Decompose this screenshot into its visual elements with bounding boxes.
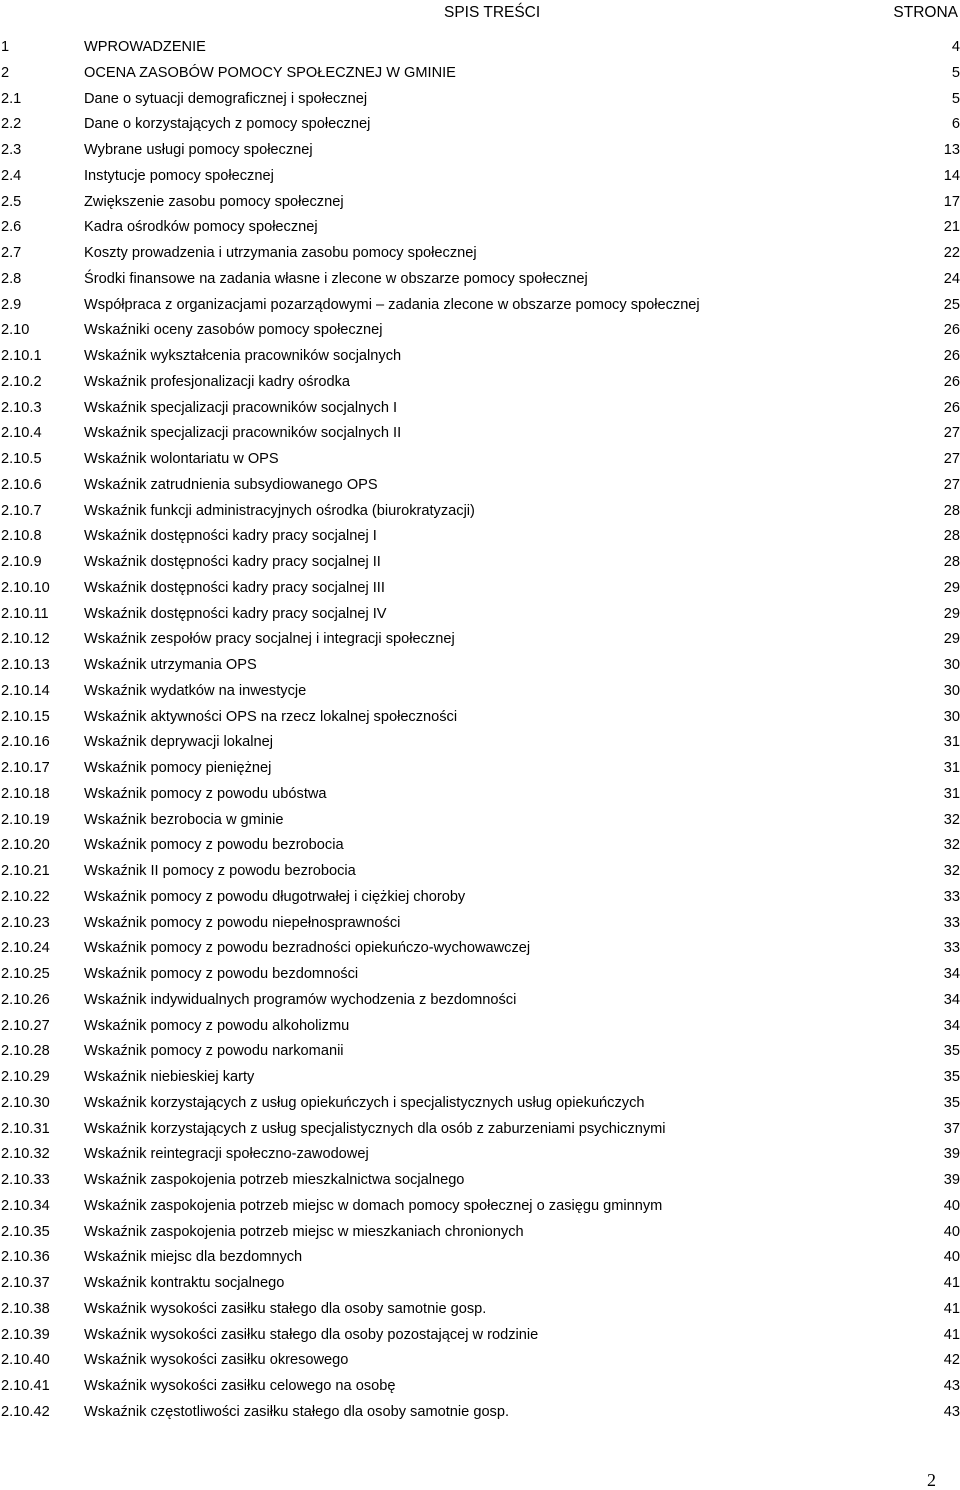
toc-entry-page: 29 xyxy=(943,579,960,596)
toc-entry-number: 2.10.1 xyxy=(1,348,42,364)
toc-entry-number: 2.10.6 xyxy=(1,476,42,493)
toc-entry-page: 25 xyxy=(943,296,960,313)
toc-entry-page: 29 xyxy=(943,631,960,648)
toc-entry-number: 2.10.23 xyxy=(1,914,50,931)
toc-entry-page: 24 xyxy=(943,270,960,287)
toc-entry[interactable] xyxy=(0,87,960,113)
toc-entry-title: Wskaźnik zaspokojenia potrzeb mieszkalnictwa socjalnego xyxy=(84,1172,465,1188)
toc-entry-page: 39 xyxy=(943,1172,960,1188)
toc-entry-page: 6 xyxy=(951,116,960,133)
toc-entry-title: Wskaźnik kontraktu socjalnego xyxy=(84,1275,285,1291)
toc-entry-title: Wskaźnik pomocy z powodu niepełnosprawności xyxy=(84,914,401,931)
toc-entry-page: 43 xyxy=(943,1403,960,1420)
toc-entry[interactable] xyxy=(0,1348,960,1374)
toc-entry[interactable] xyxy=(0,782,960,808)
toc-entry-page: 27 xyxy=(943,451,960,467)
toc-entry-number: 2.10.39 xyxy=(1,1326,50,1343)
toc-entry[interactable] xyxy=(0,112,960,138)
toc-entry-page: 43 xyxy=(943,1378,960,1394)
toc-entry[interactable] xyxy=(0,524,960,550)
toc-entry[interactable] xyxy=(0,241,960,267)
toc-entry-page: 40 xyxy=(943,1197,960,1214)
toc-entry-page: 30 xyxy=(943,682,960,699)
toc-entry-title: Wskaźnik dostępności kadry pracy socjalnej I xyxy=(84,528,377,545)
toc-entry-number: 2.10.42 xyxy=(1,1403,50,1420)
toc-entry-number: 2.4 xyxy=(1,167,22,184)
toc-entry-title: Współpraca z organizacjami pozarządowymi – zadania zlecone w obszarze pomocy społecznej xyxy=(84,296,700,313)
toc-entry[interactable] xyxy=(0,1297,960,1323)
toc-entry-number: 2.10.29 xyxy=(1,1069,50,1085)
toc-entry[interactable] xyxy=(0,344,960,370)
toc-entry-title: Wskaźnik pomocy z powodu alkoholizmu xyxy=(84,1017,350,1034)
toc-entry[interactable] xyxy=(0,1323,960,1349)
toc-entry[interactable] xyxy=(0,833,960,859)
toc-entry-title: Wskaźnik częstotliwości zasiłku stałego dla osoby samotnie gosp. xyxy=(84,1403,510,1420)
toc-entry-title: Instytucje pomocy społecznej xyxy=(84,167,274,184)
toc-entry[interactable] xyxy=(0,164,960,190)
toc-entry-title: Wskaźnik utrzymania OPS xyxy=(84,657,257,673)
toc-entry-title: OCENA ZASOBÓW POMOCY SPOŁECZNEJ W GMINIE xyxy=(84,64,456,81)
toc-entry-page: 27 xyxy=(943,476,960,493)
toc-entry-title: Wskaźnik pomocy pieniężnej xyxy=(84,760,272,776)
toc-entry-title: Wskaźnik deprywacji lokalnej xyxy=(84,734,273,751)
toc-entry-number: 2.10.15 xyxy=(1,708,50,725)
toc-entry[interactable] xyxy=(0,1117,960,1143)
toc-entry-title: Wskaźnik wysokości zasiłku stałego dla osoby pozostającej w rodzinie xyxy=(84,1326,539,1343)
toc-entry-title: Wskaźnik zaspokojenia potrzeb miejsc w mieszkaniach chronionych xyxy=(84,1223,524,1240)
toc-entry-number: 2.10.41 xyxy=(1,1378,50,1394)
toc-entry-title: Wskaźniki oceny zasobów pomocy społecznej xyxy=(84,322,383,339)
toc-entry-page: 31 xyxy=(943,785,960,802)
toc-entry-page: 32 xyxy=(943,863,960,879)
toc-entry[interactable] xyxy=(0,679,960,705)
toc-entry[interactable] xyxy=(0,705,960,731)
toc-entry-title: Wskaźnik korzystających z usług specjalistycznych dla osób z zaburzeniami psychicznymi xyxy=(84,1120,666,1137)
toc-entry-number: 2.8 xyxy=(1,270,22,287)
toc-entry-page: 31 xyxy=(943,760,960,776)
toc-entry[interactable] xyxy=(0,911,960,937)
toc-entry[interactable] xyxy=(0,1039,960,1065)
table-of-contents xyxy=(0,35,960,1426)
toc-entry-page: 13 xyxy=(943,142,960,158)
toc-entry[interactable] xyxy=(0,627,960,653)
toc-entry-number: 2.10.32 xyxy=(1,1146,50,1163)
toc-entry-number: 2.10.27 xyxy=(1,1017,50,1034)
toc-entry[interactable] xyxy=(0,653,960,679)
toc-entry-number: 2.10.37 xyxy=(1,1275,50,1291)
toc-entry-page: 34 xyxy=(943,1017,960,1034)
toc-entry-number: 2.10.30 xyxy=(1,1094,50,1111)
toc-entry[interactable] xyxy=(0,859,960,885)
toc-entry-title: Wskaźnik dostępności kadry pracy socjalnej IV xyxy=(84,605,387,622)
toc-entry-number: 2.10.4 xyxy=(1,425,42,442)
toc-entry-number: 2.10.14 xyxy=(1,682,50,699)
toc-entry-number: 2.10.22 xyxy=(1,888,50,905)
toc-entry-page: 26 xyxy=(943,322,960,339)
toc-entry-page: 21 xyxy=(943,219,960,236)
toc-entry-number: 2.10.18 xyxy=(1,785,50,802)
toc-entry-number: 2.10.36 xyxy=(1,1249,50,1266)
toc-entry-title: Wskaźnik specjalizacji pracowników socjalnych II xyxy=(84,425,402,442)
toc-entry-page: 27 xyxy=(943,425,960,442)
toc-entry-page: 39 xyxy=(943,1146,960,1163)
toc-entry-page: 22 xyxy=(943,245,960,261)
toc-entry-number: 2.10.5 xyxy=(1,451,42,467)
toc-entry[interactable] xyxy=(0,1194,960,1220)
toc-entry-page: 32 xyxy=(943,811,960,828)
toc-entry-page: 17 xyxy=(943,193,960,210)
toc-entry-number: 2.10.33 xyxy=(1,1172,50,1188)
toc-entry-title: Dane o korzystających z pomocy społecznej xyxy=(84,116,371,133)
toc-entry-number: 2.10.34 xyxy=(1,1197,50,1214)
toc-entry-number: 2.10.9 xyxy=(1,554,42,570)
toc-entry-page: 26 xyxy=(943,348,960,364)
toc-entry-page: 33 xyxy=(943,940,960,957)
toc-entry[interactable] xyxy=(0,447,960,473)
toc-entry[interactable] xyxy=(0,602,960,628)
toc-entry-page: 28 xyxy=(943,528,960,545)
toc-entry-page: 35 xyxy=(943,1069,960,1085)
toc-entry-number: 2.1 xyxy=(1,90,22,107)
toc-entry[interactable] xyxy=(0,1220,960,1246)
toc-entry-number: 2.10.38 xyxy=(1,1300,50,1317)
toc-entry[interactable] xyxy=(0,421,960,447)
toc-entry-number: 2.10.3 xyxy=(1,399,42,416)
toc-entry[interactable] xyxy=(0,35,960,61)
toc-entry-title: Wskaźnik pomocy z powodu bezrobocia xyxy=(84,837,344,854)
toc-entry[interactable] xyxy=(0,396,960,422)
toc-header xyxy=(0,3,960,23)
toc-entry-title: Wskaźnik bezrobocia w gminie xyxy=(84,811,284,828)
toc-entry-title: Dane o sytuacji demograficznej i społecznej xyxy=(84,90,368,107)
toc-entry[interactable] xyxy=(0,808,960,834)
toc-entry-title: Środki finansowe na zadania własne i zlecone w obszarze pomocy społecznej xyxy=(84,270,588,287)
toc-entry-title: Wskaźnik miejsc dla bezdomnych xyxy=(84,1249,303,1266)
toc-entry-number: 2.10.21 xyxy=(1,863,50,879)
toc-entry-number: 2.3 xyxy=(1,142,22,158)
toc-entry-page: 41 xyxy=(943,1300,960,1317)
toc-entry-title: Wskaźnik specjalizacji pracowników socjalnych I xyxy=(84,399,398,416)
toc-entry-number: 2.7 xyxy=(1,245,22,261)
toc-entry-page: 28 xyxy=(943,502,960,519)
toc-entry-title: Kadra ośrodków pomocy społecznej xyxy=(84,219,318,236)
toc-entry[interactable] xyxy=(0,370,960,396)
toc-entry[interactable] xyxy=(0,267,960,293)
toc-entry-title: Wskaźnik zaspokojenia potrzeb miejsc w domach pomocy społecznej o zasięgu gminnym xyxy=(84,1197,663,1214)
toc-entry[interactable] xyxy=(0,61,960,87)
toc-entry[interactable] xyxy=(0,1168,960,1194)
toc-entry[interactable] xyxy=(0,1374,960,1400)
toc-entry-title: Wskaźnik zespołów pracy socjalnej i integracji społecznej xyxy=(84,631,455,648)
toc-entry-number: 2.10 xyxy=(1,322,30,339)
toc-entry-page: 41 xyxy=(943,1275,960,1291)
toc-entry-title: Wskaźnik pomocy z powodu bezradności opiekuńczo-wychowawczej xyxy=(84,940,531,957)
toc-entry-title: Wskaźnik niebieskiej karty xyxy=(84,1069,255,1085)
toc-entry-number: 2.10.7 xyxy=(1,502,42,519)
toc-entry-page: 32 xyxy=(943,837,960,854)
toc-entry-number: 2.6 xyxy=(1,219,22,236)
toc-entry-title: Wskaźnik II pomocy z powodu bezrobocia xyxy=(84,863,356,879)
page-column-heading: STRONA xyxy=(893,4,958,21)
toc-entry-title: Wskaźnik wykształcenia pracowników socjalnych xyxy=(84,348,402,364)
toc-entry-number: 2.10.12 xyxy=(1,631,50,648)
toc-entry-number: 2.10.13 xyxy=(1,657,50,673)
toc-entry-title: Wskaźnik zatrudnienia subsydiowanego OPS xyxy=(84,476,378,493)
toc-entry-page: 14 xyxy=(943,167,960,184)
toc-entry[interactable] xyxy=(0,962,960,988)
toc-entry-title: Wskaźnik profesjonalizacji kadry ośrodka xyxy=(84,373,351,390)
toc-entry-number: 2.10.20 xyxy=(1,837,50,854)
toc-entry[interactable] xyxy=(0,730,960,756)
toc-entry-page: 40 xyxy=(943,1223,960,1240)
toc-entry-title: Zwiększenie zasobu pomocy społecznej xyxy=(84,193,344,210)
toc-entry[interactable] xyxy=(0,936,960,962)
toc-entry-page: 34 xyxy=(943,966,960,982)
toc-entry[interactable] xyxy=(0,138,960,164)
toc-entry-title: Wskaźnik wydatków na inwestycje xyxy=(84,682,307,699)
toc-entry-number: 2.10.28 xyxy=(1,1043,50,1060)
toc-entry[interactable] xyxy=(0,293,960,319)
toc-entry-number: 1 xyxy=(1,39,10,55)
toc-entry-title: Wskaźnik pomocy z powodu bezdomności xyxy=(84,966,359,982)
toc-entry-number: 2.10.31 xyxy=(1,1120,50,1137)
toc-entry[interactable] xyxy=(0,885,960,911)
toc-entry-page: 42 xyxy=(943,1352,960,1369)
toc-entry[interactable] xyxy=(0,756,960,782)
toc-entry-title: Wskaźnik aktywności OPS na rzecz lokalnej społeczności xyxy=(84,708,458,725)
toc-entry-number: 2.2 xyxy=(1,116,22,133)
toc-entry-title: Wskaźnik wysokości zasiłku stałego dla osoby samotnie gosp. xyxy=(84,1300,487,1317)
toc-entry-title: Wskaźnik pomocy z powodu ubóstwa xyxy=(84,785,327,802)
toc-entry-title: Wskaźnik dostępności kadry pracy socjalnej III xyxy=(84,579,385,596)
toc-entry[interactable] xyxy=(0,190,960,216)
toc-entry[interactable] xyxy=(0,473,960,499)
toc-entry-title: Wskaźnik wolontariatu w OPS xyxy=(84,451,279,467)
toc-entry-title: WPROWADZENIE xyxy=(84,39,206,55)
toc-entry-number: 2.10.19 xyxy=(1,811,50,828)
toc-entry-page: 35 xyxy=(943,1094,960,1111)
toc-entry-title: Koszty prowadzenia i utrzymania zasobu pomocy społecznej xyxy=(84,245,477,261)
toc-entry-title: Wskaźnik reintegracji społeczno-zawodowej xyxy=(84,1146,369,1163)
toc-entry-number: 2.10.8 xyxy=(1,528,42,545)
toc-entry-page: 29 xyxy=(943,605,960,622)
toc-entry-page: 35 xyxy=(943,1043,960,1060)
toc-entry-page: 5 xyxy=(951,90,960,107)
toc-entry[interactable] xyxy=(0,1091,960,1117)
toc-entry-page: 41 xyxy=(943,1326,960,1343)
toc-entry-number: 2.10.10 xyxy=(1,579,50,596)
toc-entry-page: 37 xyxy=(943,1120,960,1137)
toc-entry-number: 2.10.26 xyxy=(1,991,50,1008)
toc-entry-page: 33 xyxy=(943,914,960,931)
toc-entry-page: 33 xyxy=(943,888,960,905)
toc-entry-title: Wskaźnik funkcji administracyjnych ośrodka (biurokratyzacji) xyxy=(84,502,475,519)
toc-entry[interactable] xyxy=(0,988,960,1014)
toc-entry-title: Wskaźnik korzystających z usług opiekuńczych i specjalistycznych usług opiekuńczych xyxy=(84,1094,645,1111)
toc-entry-number: 2.10.35 xyxy=(1,1223,50,1240)
toc-entry[interactable] xyxy=(0,1245,960,1271)
toc-entry-title: Wskaźnik wysokości zasiłku okresowego xyxy=(84,1352,349,1369)
toc-entry-number: 2.10.40 xyxy=(1,1352,50,1369)
toc-entry-page: 4 xyxy=(951,39,960,55)
toc-entry-number: 2.10.25 xyxy=(1,966,50,982)
toc-entry-number: 2.10.24 xyxy=(1,940,50,957)
toc-entry-page: 30 xyxy=(943,708,960,725)
toc-entry[interactable] xyxy=(0,499,960,525)
toc-entry[interactable] xyxy=(0,550,960,576)
toc-entry-page: 5 xyxy=(951,64,960,81)
toc-entry-number: 2.10.16 xyxy=(1,734,50,751)
toc-entry-number: 2.10.11 xyxy=(1,605,49,622)
toc-entry[interactable] xyxy=(0,1142,960,1168)
toc-entry-number: 2.10.2 xyxy=(1,373,42,390)
toc-entry-page: 26 xyxy=(943,373,960,390)
toc-entry[interactable] xyxy=(0,215,960,241)
toc-entry-title: Wskaźnik pomocy z powodu długotrwałej i ciężkiej choroby xyxy=(84,888,466,905)
toc-entry[interactable] xyxy=(0,1014,960,1040)
toc-entry-page: 31 xyxy=(943,734,960,751)
toc-entry-title: Wskaźnik pomocy z powodu narkomanii xyxy=(84,1043,344,1060)
toc-entry[interactable] xyxy=(0,576,960,602)
toc-entry-number: 2 xyxy=(1,64,10,81)
toc-heading: SPIS TREŚCI xyxy=(444,4,541,21)
toc-entry-number: 2.5 xyxy=(1,193,22,210)
toc-entry-number: 2.9 xyxy=(1,296,22,313)
toc-entry-page: 30 xyxy=(943,657,960,673)
toc-entry-number: 2.10.17 xyxy=(1,760,50,776)
toc-entry-title: Wskaźnik dostępności kadry pracy socjalnej II xyxy=(84,554,381,570)
page-number: 2 xyxy=(927,1470,936,1490)
toc-entry[interactable] xyxy=(0,1400,960,1426)
toc-entry-title: Wskaźnik wysokości zasiłku celowego na osobę xyxy=(84,1378,396,1394)
toc-entry-page: 26 xyxy=(943,399,960,416)
toc-entry-title: Wybrane usługi pomocy społecznej xyxy=(84,142,313,158)
toc-entry-page: 28 xyxy=(943,554,960,570)
toc-entry[interactable] xyxy=(0,1271,960,1297)
toc-entry-page: 40 xyxy=(943,1249,960,1266)
toc-entry[interactable] xyxy=(0,318,960,344)
toc-entry-title: Wskaźnik indywidualnych programów wychodzenia z bezdomności xyxy=(84,991,517,1008)
toc-entry[interactable] xyxy=(0,1065,960,1091)
toc-entry-page: 34 xyxy=(943,991,960,1008)
